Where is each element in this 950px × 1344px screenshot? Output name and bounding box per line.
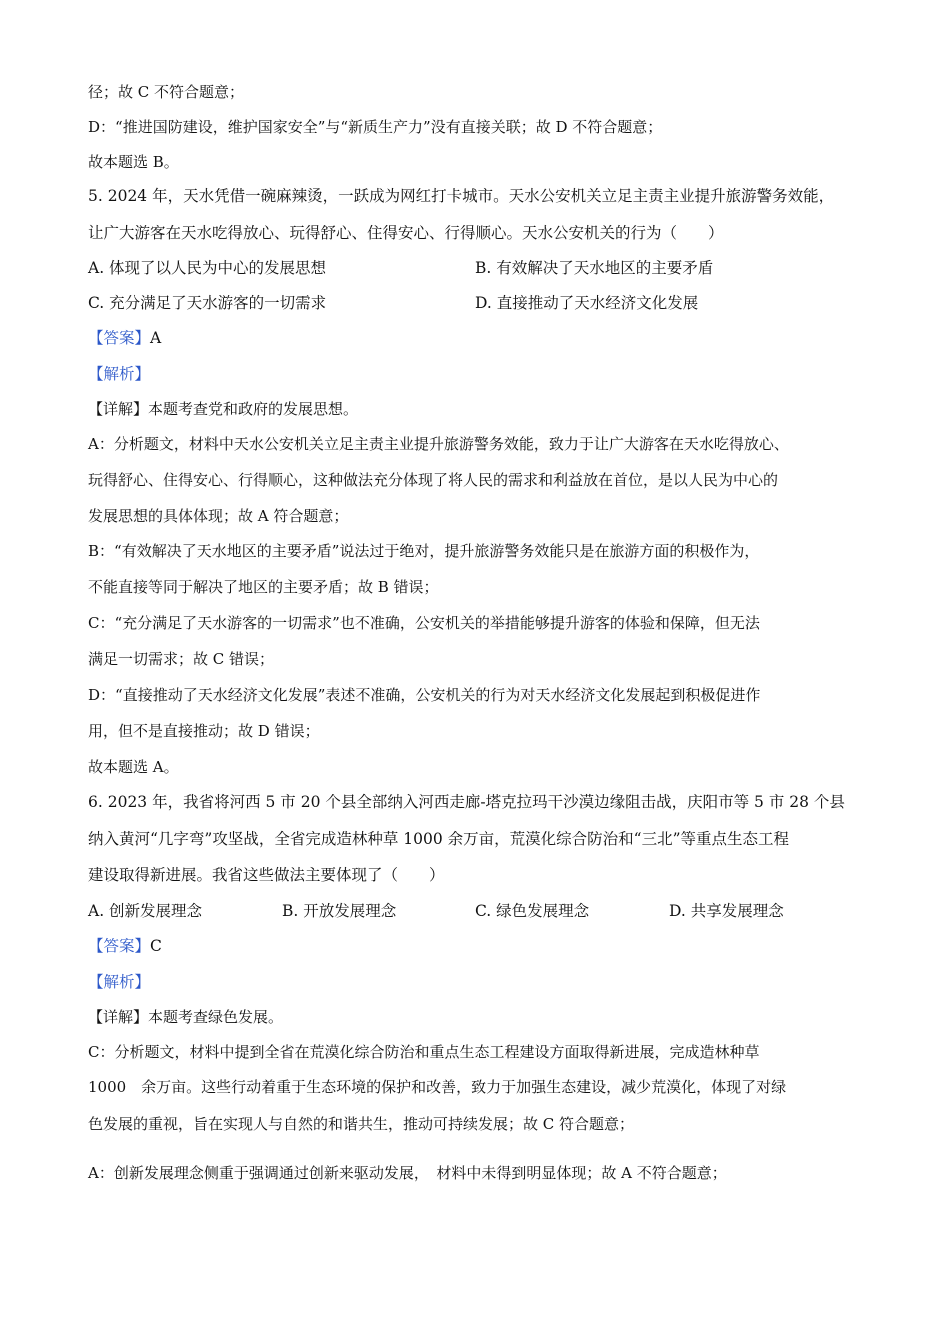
text-line: 故本题选 A。: [88, 758, 179, 776]
text-line: 故本题选 B。: [88, 153, 179, 171]
analysis-tag: 【解析】: [88, 365, 151, 383]
text-line: 色发展的重视，旨在实现人与自然的和谐共生，推动可持续发展；故 C 符合题意；: [88, 1115, 635, 1133]
text-line: 1000 余万亩。这些行动着重于生态环境的保护和改善，致力于加强生态建设，减少荒漠化，体现了对绿: [88, 1078, 787, 1096]
text-line: 发展思想的具体体现；故 A 符合题意；: [88, 507, 349, 525]
q5-option-a: A. 体现了以人民为中心的发展思想: [88, 259, 327, 277]
text-line: C：“充分满足了天水游客的一切需求”也不准确，公安机关的举措能够提升游客的体验和保障，但无法: [88, 614, 760, 632]
question-6-stem: 建设取得新进展。我省这些做法主要体现了（ ）: [88, 866, 445, 884]
text-line: A：分析题文，材料中天水公安机关立足主责主业提升旅游警务效能，致力于让广大游客在天水吃得放心、: [88, 435, 789, 453]
detail-tag: 【详解】: [88, 400, 149, 418]
text-line: 不能直接等同于解决了地区的主要矛盾；故 B 错误；: [88, 578, 439, 596]
answer-value: A: [150, 329, 162, 347]
q5-option-b: B. 有效解决了天水地区的主要矛盾: [475, 259, 714, 277]
q6-option-c: C. 绿色发展理念: [475, 902, 590, 920]
q6-option-a: A. 创新发展理念: [88, 902, 203, 920]
text-line: 玩得舒心、住得安心、行得顺心，这种做法充分体现了将人民的需求和利益放在首位，是以人民为中心的: [88, 471, 779, 489]
text-line: A：创新发展理念侧重于强调通过创新来驱动发展， 材料中未得到明显体现；故 A 不符合题意；: [88, 1164, 727, 1182]
q6-analysis-line: [88, 972, 150, 992]
text-line: 满足一切需求；故 C 错误；: [88, 650, 275, 668]
q5-detail-line: [88, 399, 358, 419]
detail-text: 本题考查党和政府的发展思想。: [148, 400, 359, 418]
q6-option-b: B. 开放发展理念: [282, 902, 397, 920]
q6-detail-line: [88, 1007, 283, 1027]
answer-value: C: [150, 937, 162, 955]
text-line: 径；故 C 不符合题意；: [88, 83, 245, 101]
q5-option-d: D. 直接推动了天水经济文化发展: [475, 294, 699, 312]
text-line: C：分析题文，材料中提到全省在荒漠化综合防治和重点生态工程建设方面取得新进展，完成造林种草: [88, 1043, 760, 1061]
analysis-tag: 【解析】: [88, 973, 151, 991]
question-6-stem: 6. 2023 年，我省将河西 5 市 20 个县全部纳入河西走廊-塔克拉玛干沙漠边缘阻击战，庆阳市等 5 市 28 个县: [88, 793, 845, 811]
q5-analysis-line: [88, 364, 150, 384]
text-line: D：“推进国防建设，维护国家安全”与“新质生产力”没有直接关联；故 D 不符合题意；: [88, 118, 663, 136]
question-5-stem: 让广大游客在天水吃得放心、玩得舒心、住得安心、行得顺心。天水公安机关的行为（ ）: [88, 224, 724, 242]
text-line: 用，但不是直接推动；故 D 错误；: [88, 722, 320, 740]
answer-tag: 【答案】: [88, 329, 151, 347]
answer-tag: 【答案】: [88, 937, 151, 955]
text-line: B：“有效解决了天水地区的主要矛盾”说法过于绝对，提升旅游警务效能只是在旅游方面的积极作为，: [88, 542, 760, 560]
text-line: D：“直接推动了天水经济文化发展”表述不准确，公安机关的行为对天水经济文化发展起到积极促进作: [88, 686, 761, 704]
q5-answer-line: [88, 328, 161, 348]
q5-option-c: C. 充分满足了天水游客的一切需求: [88, 294, 327, 312]
detail-tag: 【详解】: [88, 1008, 149, 1026]
question-5-stem: 5. 2024 年，天水凭借一碗麻辣烫，一跃成为网红打卡城市。天水公安机关立足主责主业提升旅游警务效能，: [88, 187, 835, 205]
q6-option-d: D. 共享发展理念: [669, 902, 784, 920]
detail-text: 本题考查绿色发展。: [148, 1008, 284, 1026]
question-6-stem: 纳入黄河“几字弯”攻坚战，全省完成造林种草 1000 余万亩，荒漠化综合防治和“三北”等重点生态工程: [88, 830, 789, 848]
q6-answer-line: [88, 936, 162, 956]
